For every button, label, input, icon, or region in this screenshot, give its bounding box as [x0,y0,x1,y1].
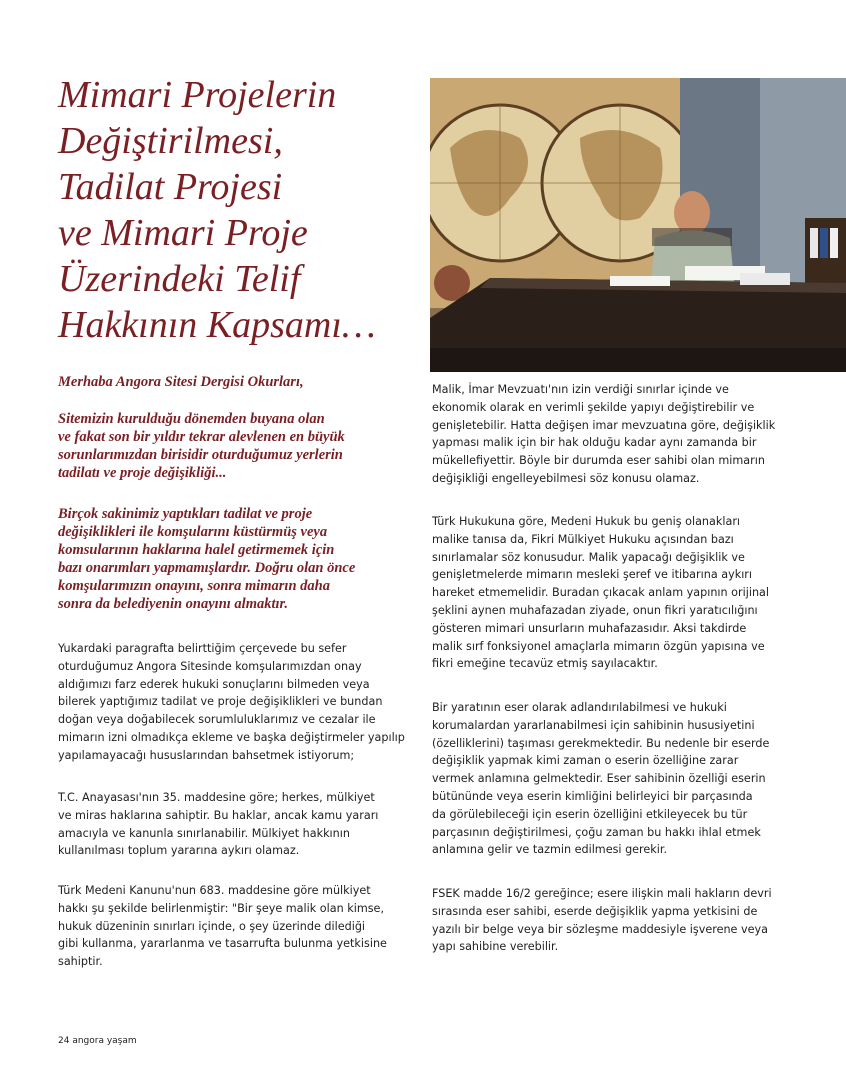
right-paragraph-4 [432,885,802,956]
body-line: yazılı bir belge veya bir sözleşme maddesiyle işverene veya [432,922,768,936]
article-title [58,72,418,348]
body-line: kullanılması toplum yararına aykırı olamaz. [58,844,300,858]
lead-line: ve fakat son bir yıldır tekrar alevlenen en büyük [58,429,345,445]
body-line: sınırlamalar söz konusudur. Malik yapacağı değişiklik ve [432,550,745,564]
right-paragraph-2 [432,513,802,673]
body-line: oturduğumuz Angora Sitesinde komşularımızdan onay [58,659,362,673]
lead-line: Sitemizin kurulduğu dönemden buyana olan [58,411,325,427]
body-line: yapı sahibine verebilir. [432,940,559,954]
office-photo [430,78,846,372]
body-line: bilerek yaptığımız tadilat ve proje değişiklikleri ve bundan [58,695,383,709]
title-line: Tadilat Projesi [58,166,283,208]
body-line: vermek anlamına gelmektedir. Eser sahibinin özelliği eserin [432,772,766,786]
lead-line: sonra da belediyenin onayını almaktır. [58,596,289,612]
body-line: sırasında eser sahibi, eserde değişiklik yapma yetkisini de [432,904,758,918]
body-line: hareket etmemelidir. Buradan çıkacak anlam yapının orijinal [432,586,770,600]
body-line: fikri emeğine tecavüz etmiş sayılacaktır. [432,657,658,671]
body-line: şeklini aynen muhafazadan ziyade, onun fikri yaratıcılığını [432,603,758,617]
body-line: ekonomik olarak en verimli şekilde yapıyı değiştirebilir ve [432,400,755,414]
body-line: mimarın izni olmadıkça ekleme ve başka değiştirmeler yapılıp [58,730,405,744]
left-paragraph-1 [58,640,428,765]
body-line: bütününde veya eserin kimliğini belirleyici bir parçasında [432,789,753,803]
body-line: ve miras haklarına sahiptir. Bu haklar, ancak kamu yararı [58,808,379,822]
office-photo-illustration [430,78,846,372]
lead-paragraph-1 [58,410,410,482]
body-line: Yukardaki paragrafta belirttiğim çerçevede bu sefer [58,642,347,655]
lead-line: tadilatı ve proje değişikliği... [58,465,227,481]
body-line: genişletmelerde mimarın mesleki şeref ve itibarına aykırı [432,568,753,582]
title-line: Üzerindeki Telif [58,258,301,300]
body-line: hakkı şu şekilde belirlenmiştir: "Bir şeye malik olan kimse, [58,901,384,915]
body-line: anlamına gelir ve tazmin edilmesi gerekir. [432,843,668,857]
body-line: parçasının değiştirilmesi, çoğu zaman bu hakkı ihlal etmek [432,825,761,839]
lead-line: bazı onarımları yapmamışlardır. Doğru olan önce [58,560,356,576]
body-line: genişletebilir. Hatta değişen imar mevzuatına göre, değişiklik [432,418,776,432]
title-line: Hakkının Kapsamı… [58,304,376,346]
title-line: ve Mimari Proje [58,212,308,254]
body-line: yapılamayacağı hususlarından bahsetmek istiyorum; [58,748,355,762]
body-line: değişikliği engelleyebilmesi söz konusu olamaz. [432,471,700,485]
body-line: korumalardan yararlanabilmesi için sahibinin hususiyetini [432,718,755,732]
body-line: hukuk düzeninin sınırları içinde, o şey üzerinde dilediği [58,919,366,933]
lead-line: Birçok sakinimiz yaptıkları tadilat ve proje [58,506,313,522]
lead-paragraph-2 [58,505,410,613]
body-line: aldığımızı farz ederek hukuki sonuçlarını bilmeden veya [58,677,370,691]
title-line: Mimari Projelerin [58,74,337,116]
body-line: FSEK madde 16/2 gereğince; esere ilişkin mali hakların devri [432,887,772,900]
left-paragraph-3 [58,882,428,971]
lead-line: değişiklikleri ile komşularını küstürmüş veya [58,524,328,540]
title-line: Değiştirilmesi, [58,120,283,162]
body-line: doğan veya doğabilecek sorumluluklarımız ve cezalar ile [58,713,376,727]
body-line: Türk Hukukuna göre, Medeni Hukuk bu geniş olanakları [432,515,741,528]
body-line: gibi kullanma, yararlanma ve tasarrufta bulunma yetkisine [58,937,387,951]
body-line: (özelliklerini) taşıması gerekmektedir. Bu nedenle bir eserde [432,736,770,750]
body-line: T.C. Anayasası'nın 35. maddesine göre; herkes, mülkiyet [58,791,375,804]
body-line: değişiklik yapmak kimi zaman o eserin özelliğine zarar [432,754,739,768]
body-line: da görülebileceği için eserin özelliğini etkileyecek bu tür [432,807,748,821]
greeting-line: Merhaba Angora Sitesi Dergisi Okurları, [58,374,304,390]
greeting [58,373,410,391]
body-line: mükellefiyettir. Böyle bir durumda eser sahibi olan mimarın [432,454,765,468]
page-folio: 24 angora yaşam [58,1036,137,1046]
left-paragraph-2 [58,789,428,860]
body-line: Malik, İmar Mevzuatı'nın izin verdiği sınırlar içinde ve [432,383,729,396]
body-line: Türk Medeni Kanunu'nun 683. maddesine göre mülkiyet [58,884,371,897]
body-line: Bir yaratının eser olarak adlandırılabilmesi ve hukuki [432,701,727,714]
body-line: yapması malik için bir hak olduğu kadar aynı zamanda bir [432,436,757,450]
right-paragraph-1 [432,381,802,488]
body-line: amacıyla ve kanunla sınırlanabilir. Mülkiyet hakkının [58,826,350,840]
right-paragraph-3 [432,699,802,859]
body-line: gösteren mimari unsurların muhafazasıdır. Aksi takdirde [432,621,747,635]
body-line: sahiptir. [58,955,103,969]
lead-line: komşularımızın onayını, sonra mimarın daha [58,578,330,594]
lead-line: komsularının haklarına halel getirmemek için [58,542,335,558]
body-line: malike tanısa da, Fikri Mülkiyet Hukuku açısından bazı [432,532,734,546]
body-line: malik sırf fonksiyonel amaçlarla mimarın özgün yapısına ve [432,639,765,653]
lead-line: sorunlarımızdan birisidir oturduğumuz yerlerin [58,447,343,463]
